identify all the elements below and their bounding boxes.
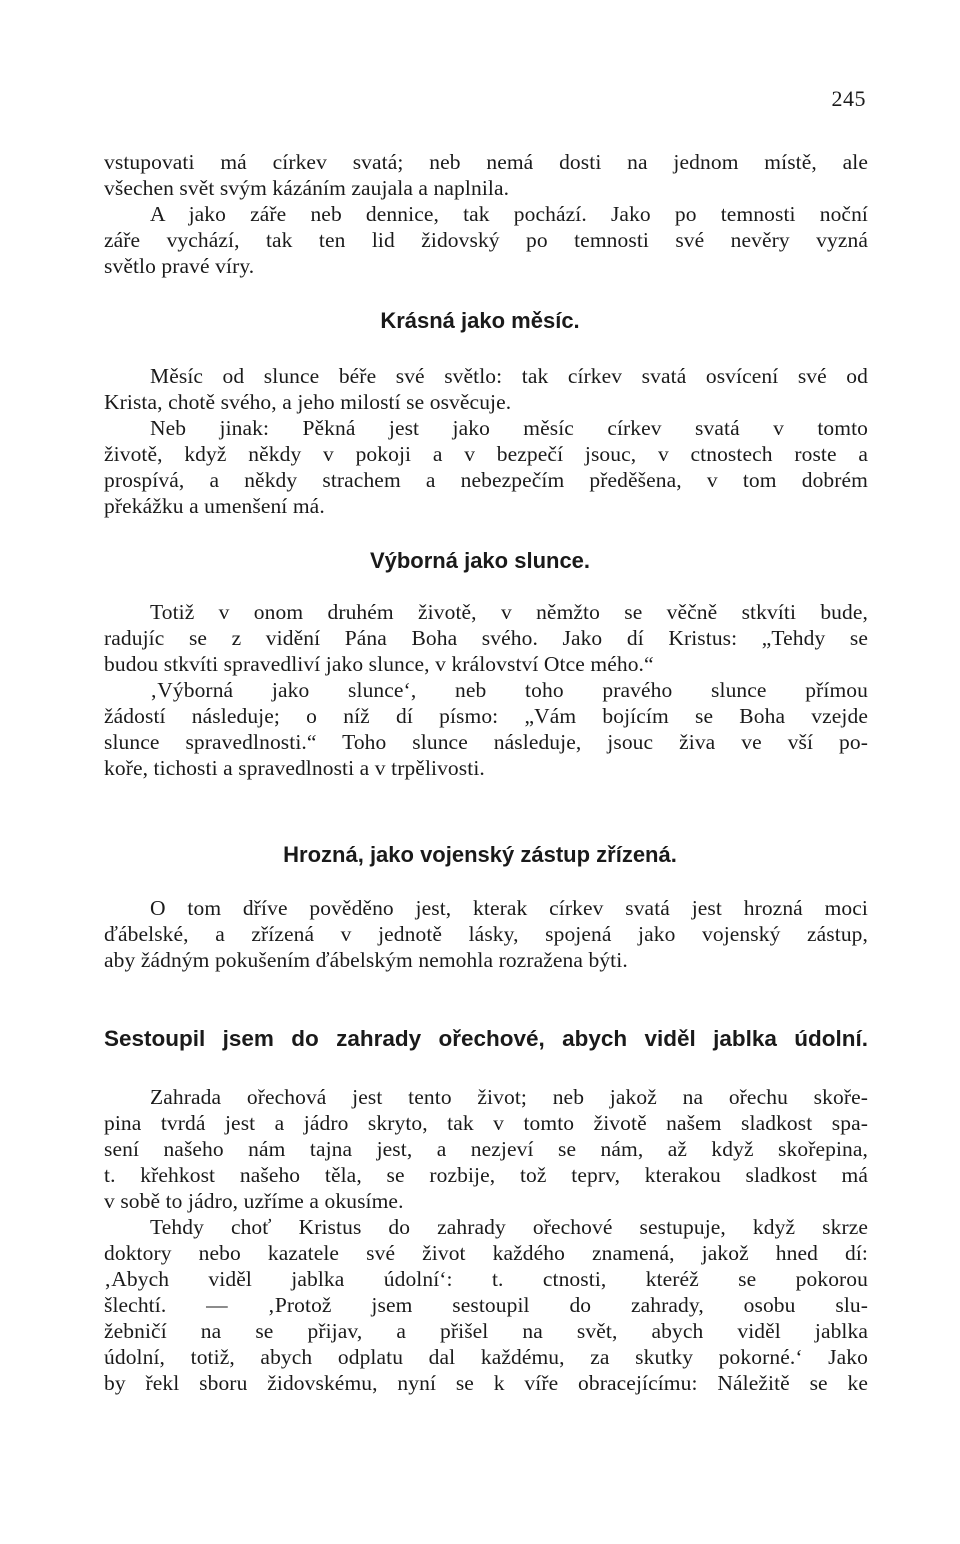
paragraph-army	[104, 895, 868, 973]
text-line: pina tvrdá jest a jádro skryto, tak v tomto životě našem sladkost spa-	[104, 1111, 868, 1135]
text-line: koře, tichosti a spravedlnosti a v trpělivosti.	[104, 756, 485, 780]
text-line: t. křehkost našeho těla, se rozbije, tož teprv, kterakou sladkost má	[104, 1163, 868, 1187]
text-line: budou stkvíti spravedliví jako slunce, v království Otce mého.“	[104, 652, 654, 676]
text-line: doktory nebo kazatele své život každého znamená, jakož hned dí:	[104, 1241, 868, 1265]
text-line: slunce spravedlnosti.“ Toho slunce následuje, jsouc živa ve vší po-	[104, 730, 868, 754]
text-line: životě, když někdy v pokoji a v bezpečí jsouc, v ctnostech roste a	[104, 442, 868, 466]
section-heading: Hrozná, jako vojenský zástup zřízená.	[283, 842, 677, 867]
text-line: by řekl sboru židovskému, nyní se k víře obracejícímu: Náležitě se ke	[104, 1371, 868, 1395]
paragraph-garden	[104, 1084, 868, 1396]
section-heading: Krásná jako měsíc.	[380, 308, 580, 333]
text-line: záře vychází, tak ten lid židovský po temnosti své nevěry vyzná	[104, 228, 868, 252]
text-line: Krista, chotě svého, a jeho milostí se osvěcuje.	[104, 390, 512, 414]
paragraph-intro	[104, 149, 868, 279]
text-line: překážku a umenšení má.	[104, 494, 325, 518]
text-line: v sobě to jádro, uzříme a okusíme.	[104, 1189, 404, 1213]
text-line: šlechtí. — ‚Protož jsem sestoupil do zahrady, osobu slu-	[104, 1293, 868, 1317]
text-line: všechen svět svým kázáním zaujala a naplnila.	[104, 176, 510, 200]
text-line: Tehdy choť Kristus do zahrady ořechové sestupuje, když skrze	[150, 1215, 868, 1239]
text-line: ďábelské, a zřízená v jednotě lásky, spojená jako vojenský zástup,	[104, 922, 868, 946]
page-number: 245	[831, 86, 866, 111]
text-line: Měsíc od slunce béře své světlo: tak církev svatá osvícení své od	[150, 364, 868, 388]
section-heading: Výborná jako slunce.	[369, 548, 591, 573]
text-line: A jako záře neb dennice, tak pochází. Jako po temnosti noční	[150, 202, 868, 226]
text-line: Totiž v onom druhém životě, v němžto se věčně stkvíti bude,	[150, 600, 868, 624]
text-line: údolní, totiž, abych odplatu dal každému, za skutky pokorné.‘ Jako	[104, 1345, 868, 1369]
text-line: žádostí následuje; o níž dí písmo: „Vám bojícím se Boha vzejde	[104, 704, 868, 728]
text-line: vstupovati má církev svatá; neb nemá dosti na jednom místě, ale	[104, 150, 868, 174]
text-line: prospívá, a někdy strachem a nebezpečím předěšena, v tom dobrém	[104, 468, 868, 492]
text-line: aby žádným pokušením ďábelským nemohla rozražena býti.	[104, 948, 628, 972]
text-line: Zahrada ořechová jest tento život; neb jakož na ořechu skoře-	[150, 1085, 868, 1109]
text-line: žebničí na se přijav, a přišel na svět, abych viděl jablka	[104, 1319, 868, 1343]
text-line: ‚Výborná jako slunce‘, neb toho pravého slunce přímou	[150, 678, 868, 702]
paragraph-sun	[104, 599, 868, 781]
text-line: radujíc se z vidění Pána Boha svého. Jako dí Kristus: „Tehdy se	[104, 626, 868, 650]
text-line: světlo pravé víry.	[104, 254, 255, 278]
text-line: sení našeho nám tajna jest, a nezjeví se nám, až když skořepina,	[104, 1137, 868, 1161]
text-line: Neb jinak: Pěkná jest jako měsíc církev svatá v tomto	[150, 416, 868, 440]
section-heading: Sestoupil jsem do zahrady ořechové, abych viděl jablka údolní.	[104, 1026, 868, 1051]
paragraph-moon	[104, 363, 868, 519]
text-line: O tom dříve pověděno jest, kterak církev svatá jest hrozná moci	[150, 896, 868, 920]
text-line: ‚Abych viděl jablka údolní‘: t. ctnosti, kteréž se pokorou	[104, 1267, 868, 1291]
